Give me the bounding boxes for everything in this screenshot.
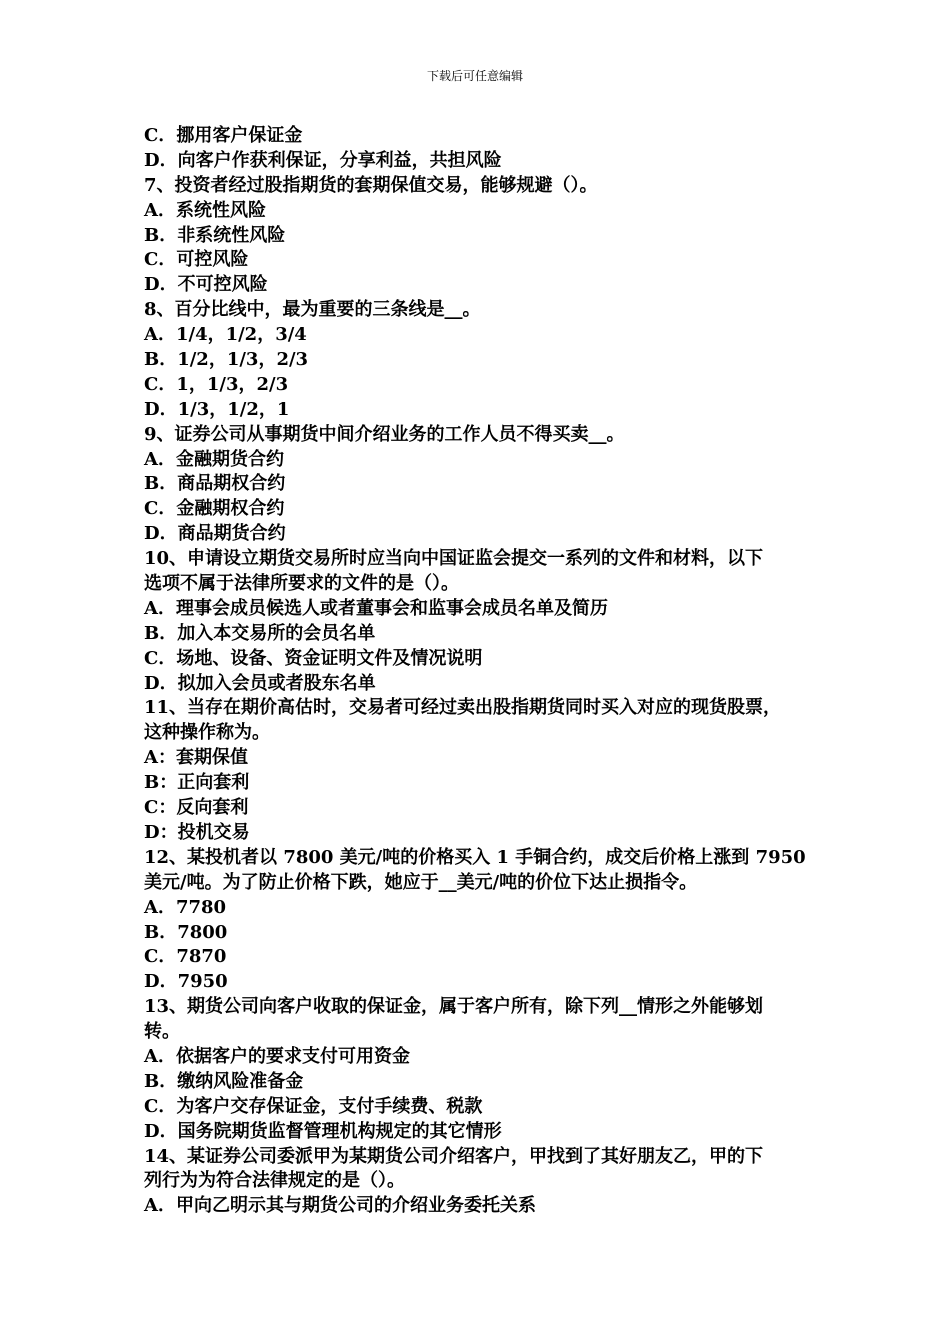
option-line: D．7950 (144, 971, 228, 993)
option-line: D．国务院期货监督管理机构规定的其它情形 (144, 1120, 502, 1142)
question-line: 这种操作称为。 (144, 722, 270, 744)
option-line: A．甲向乙明示其与期货公司的介绍业务委托关系 (144, 1195, 536, 1217)
question-line: 13、期货公司向客户收取的保证金，属于客户所有，除下列__情形之外能够划 (144, 996, 764, 1018)
question-line: 转。 (144, 1021, 180, 1043)
option-line: B．商品期权合约 (144, 473, 286, 495)
option-line: B：正向套利 (144, 772, 250, 794)
option-line: C．可控风险 (144, 249, 249, 271)
question-line: 7、投资者经过股指期货的套期保值交易，能够规避（）。 (144, 174, 598, 196)
question-line: 8、百分比线中，最为重要的三条线是__。 (144, 299, 481, 321)
option-line: A：套期保值 (144, 747, 248, 769)
question-line: 11、当存在期价高估时，交易者可经过卖出股指期货同时买入对应的现货股票， (144, 697, 782, 719)
option-line: C．7870 (144, 946, 227, 968)
question-line: 14、某证券公司委派甲为某期货公司介绍客户，甲找到了其好朋友乙，甲的下 (144, 1145, 764, 1167)
option-line: B．7800 (144, 921, 228, 943)
option-line: C．为客户交存保证金，支付手续费、税款 (144, 1095, 483, 1117)
option-line: D．商品期货合约 (144, 523, 286, 545)
option-line: C．金融期权合约 (144, 498, 285, 520)
option-line: C．1，1/3，2/3 (144, 373, 289, 395)
option-line: D．向客户作获利保证，分享利益，共担风险 (144, 149, 502, 171)
option-line: B．1/2，1/3，2/3 (144, 349, 309, 371)
option-line: B．非系统性风险 (144, 224, 286, 246)
option-line: A．7780 (144, 896, 227, 918)
option-line: D．1/3，1/2，1 (144, 398, 290, 420)
option-line: C：反向套利 (144, 797, 249, 819)
question-line: 9、证券公司从事期货中间介绍业务的工作人员不得买卖__。 (144, 423, 625, 445)
option-line: D：投机交易 (144, 821, 250, 843)
option-line: A．系统性风险 (144, 199, 266, 221)
option-line: A．理事会成员候选人或者董事会和监事会成员名单及简历 (144, 597, 608, 619)
option-line: A．金融期货合约 (144, 448, 284, 470)
option-line: B．加入本交易所的会员名单 (144, 622, 376, 644)
option-line: A．1/4，1/2，3/4 (144, 324, 307, 346)
option-line: C．挪用客户保证金 (144, 125, 303, 146)
option-line: D．不可控风险 (144, 274, 268, 296)
question-line: 12、某投机者以 7800 美元/吨的价格买入 1 手铜合约，成交后价格上涨到 7950 (144, 846, 806, 868)
question-line: 选项不属于法律所要求的文件的是（）。 (144, 573, 459, 595)
question-line: 10、申请设立期货交易所时应当向中国证监会提交一系列的文件和材料，以下 (144, 548, 764, 570)
document-body (144, 124, 816, 1219)
option-line: B．缴纳风险准备金 (144, 1070, 304, 1092)
page-header: 下载后可任意编辑 (426, 69, 523, 83)
option-line: C．场地、设备、资金证明文件及情况说明 (144, 647, 483, 669)
option-line: A．依据客户的要求支付可用资金 (144, 1045, 410, 1067)
question-line: 列行为为符合法律规定的是（）。 (144, 1170, 405, 1192)
question-line: 美元/吨。为了防止价格下跌，她应于__美元/吨的价位下达止损指令。 (144, 871, 698, 893)
option-line: D．拟加入会员或者股东名单 (144, 672, 376, 694)
